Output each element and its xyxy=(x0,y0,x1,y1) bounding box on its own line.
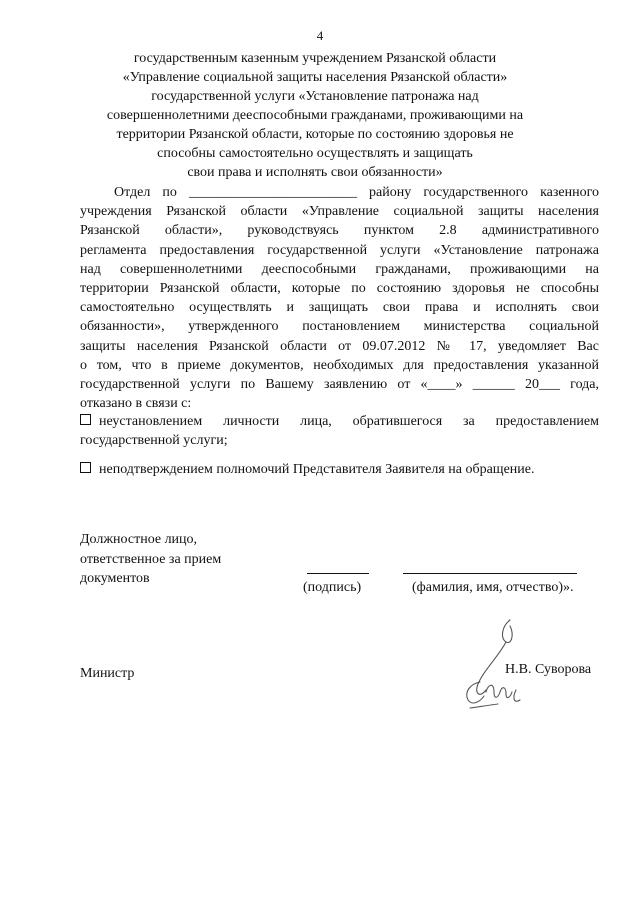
body-line: Рязанской области», руководствуясь пунктом 2.8 административного xyxy=(80,223,599,239)
body-line: отказано в связи с: xyxy=(80,396,192,412)
checkbox-icon xyxy=(80,414,91,425)
body-line: о том, что в приеме документов, необходимых для предоставления указанной xyxy=(80,357,599,373)
fullname-caption: (фамилия, имя, отчество)». xyxy=(412,580,574,595)
page-number: 4 xyxy=(316,28,324,43)
option-text: государственной услуги; xyxy=(80,433,228,449)
signature-caption: (подпись) xyxy=(303,580,362,595)
option-text: неустановлением личности лица, обратившегося за предоставлением xyxy=(99,414,599,429)
checkbox-icon xyxy=(80,462,91,473)
option-text: неподтверждением полномочий Представителя Заявителя на обращение. xyxy=(99,462,535,477)
body-line: обязанности», утвержденного постановлением министерства социальной xyxy=(80,319,599,335)
fullname-underline xyxy=(403,573,577,574)
body-line: регламента предоставления государственной услуги «Установление патронажа xyxy=(80,242,599,258)
official-line: Должностное лицо, xyxy=(80,532,198,547)
official-line: документов xyxy=(80,571,150,586)
body-line: учреждения Рязанской области «Управление социальной защиты населения xyxy=(80,204,599,220)
header-line: территории Рязанской области, которые по состоянию здоровья не xyxy=(116,127,514,142)
document-header xyxy=(80,49,550,182)
option-identity-not-established xyxy=(80,412,599,450)
signature-underline xyxy=(307,573,369,574)
header-line: свои права и исполнять свои обязанности» xyxy=(187,165,443,180)
minister-label: Министр xyxy=(80,666,135,681)
body-line: самостоятельно осуществлять и защищать свои права и исполнять свои xyxy=(80,300,599,316)
option-authority-not-confirmed xyxy=(80,460,599,479)
official-block xyxy=(80,530,221,589)
body-line: территории Рязанской области, которые по состоянию здоровья не способны xyxy=(80,281,599,297)
minister-name: Н.В. Суворова xyxy=(505,662,592,677)
header-line: государственной услуги «Установление патронажа над xyxy=(151,89,479,104)
body-line: государственной услуги по Вашему заявлению от «____» ______ 20___ года, xyxy=(80,377,599,393)
body-line: защиты населения Рязанской области от 09.07.2012 № 17, уведомляет Вас xyxy=(80,338,599,354)
body-line: над совершеннолетними дееспособными гражданами, проживающими на xyxy=(80,261,599,277)
notice-body xyxy=(80,183,599,413)
header-line: «Управление социальной защиты населения Рязанской области» xyxy=(122,70,508,85)
body-line: Отдел по ________________________ району государственного казенного xyxy=(114,185,599,200)
official-line: ответственное за прием xyxy=(80,551,222,567)
header-line: способны самостоятельно осуществлять и защищать xyxy=(157,146,473,161)
header-line: государственным казенным учреждением Рязанской области xyxy=(133,51,497,66)
header-line: совершеннолетними дееспособными гражданами, проживающими на xyxy=(106,108,524,123)
